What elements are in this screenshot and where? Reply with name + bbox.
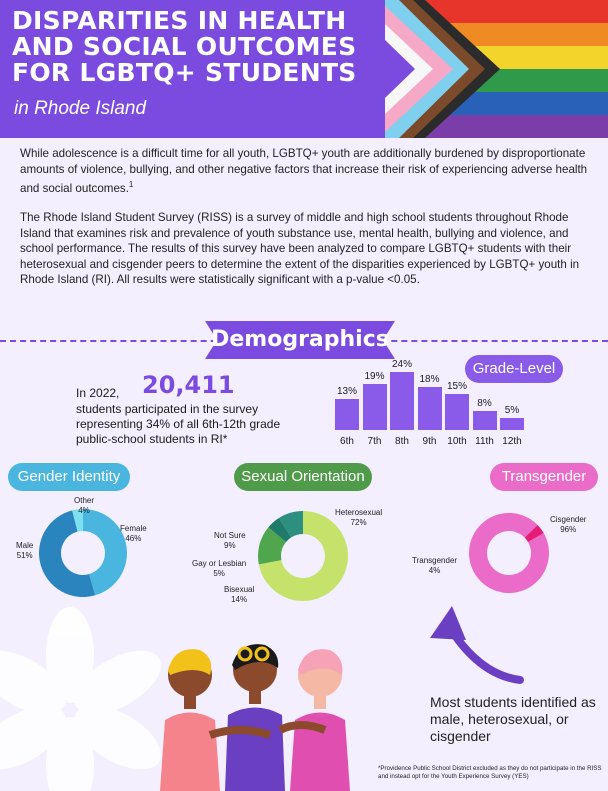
grade-bar-value: 24% (391, 359, 412, 371)
grade-bar-value: 5% (504, 405, 520, 416)
grade-level-chart (335, 360, 527, 450)
grade-bar (445, 394, 469, 430)
title-line-2: AND SOCIAL OUTCOMES (12, 32, 357, 61)
transgender-label: Transgender (490, 463, 598, 491)
gender-identity-label: Gender Identity (8, 463, 130, 491)
callout-text: Most students identified as male, heterosexual, or cisgender (430, 694, 596, 744)
footnote-ref: 1 (128, 180, 134, 189)
page-subtitle: in Rhode Island (14, 98, 147, 119)
slice-label-heterosexual: Heterosexual 72% (335, 508, 383, 527)
header-banner (0, 0, 608, 138)
grade-bar-value: 18% (419, 373, 440, 385)
grade-bar-category: 10th (447, 436, 467, 447)
title-line-1: DISPARITIES IN HEALTH (12, 6, 347, 35)
footnote: *Providence Public School District excluded as they do not participate in the RISS and instead opt for the Youth Experience Survey (YES) (378, 765, 602, 780)
grade-bar (500, 418, 524, 430)
grade-bar-category: 7th (367, 436, 382, 447)
donut-slice-cisgender (469, 513, 549, 593)
slice-label-bisexual: Bisexual 14% (224, 585, 255, 604)
grade-bar (418, 387, 442, 430)
slice-label-transgender: Transgender 4% (412, 556, 458, 575)
grade-bar (335, 399, 359, 430)
grade-bar-category: 11th (475, 436, 494, 447)
grade-bar-category: 9th (422, 436, 437, 447)
grade-bar (473, 411, 497, 430)
stat-description: students participated in the survey representing 34% of all 6th-12th grade public-school students in RI* (76, 402, 281, 446)
transgender-chart (468, 512, 550, 594)
grade-level-label: Grade-Level (465, 355, 563, 383)
grade-bar (390, 372, 414, 430)
slice-label-other: Other 4% (74, 496, 95, 515)
intro-paragraph-2: The Rhode Island Student Survey (RISS) is a survey of middle and high school students throughout Rhode Island that examines risk and prevalence of youth substance use, mental health, bullying and violence, and school performance. The results of this survey have been analyzed to compare LGBTQ+ students with their heterosexual and cisgender peers to determine the extent of the disparities experienced by LGBTQ+ youth in Rhode Island (RI). All results were statistically significant with a p-value <0.05. (20, 211, 580, 286)
sexual-orientation-label: Sexual Orientation (234, 463, 372, 491)
grade-bar-value: 8% (477, 397, 492, 409)
grade-bar-value: 15% (446, 381, 467, 392)
grade-bar-value: 13% (336, 385, 357, 397)
progress-pride-flag-icon (385, 0, 608, 138)
students-illustration-icon (140, 640, 370, 791)
slice-label-not-sure: Not Sure 9% (214, 531, 246, 550)
slice-label-gay-lesbian: Gay or Lesbian 5% (192, 559, 247, 578)
page-title (12, 8, 382, 86)
grade-bar-category: 12th (502, 436, 522, 447)
slice-label-cisgender: Cisgender 96% (550, 515, 587, 534)
gender-identity-chart (38, 508, 128, 598)
stat-count: 20,411 (142, 371, 235, 399)
slice-label-female: Female 46% (120, 524, 147, 543)
stat-year: In 2022, (76, 386, 120, 400)
grade-bar-category: 6th (340, 436, 354, 447)
section-heading-demographics: Demographics (211, 327, 389, 352)
intro-paragraph-1: While adolescence is a difficult time for all youth, LGBTQ+ youth are additionally burdened by disproportionate amounts of violence, bullying, and other negative factors that increase their risk of experiencing adverse health and social outcomes.$^1$ (20, 147, 588, 195)
grade-bar-value: 19% (364, 371, 385, 383)
grade-bar-category: 8th (395, 436, 409, 447)
curved-arrow-icon (420, 600, 530, 690)
title-line-3: FOR LGBTQ+ STUDENTS (12, 58, 357, 87)
slice-label-male: Male 51% (16, 541, 34, 560)
grade-bar (363, 384, 387, 430)
